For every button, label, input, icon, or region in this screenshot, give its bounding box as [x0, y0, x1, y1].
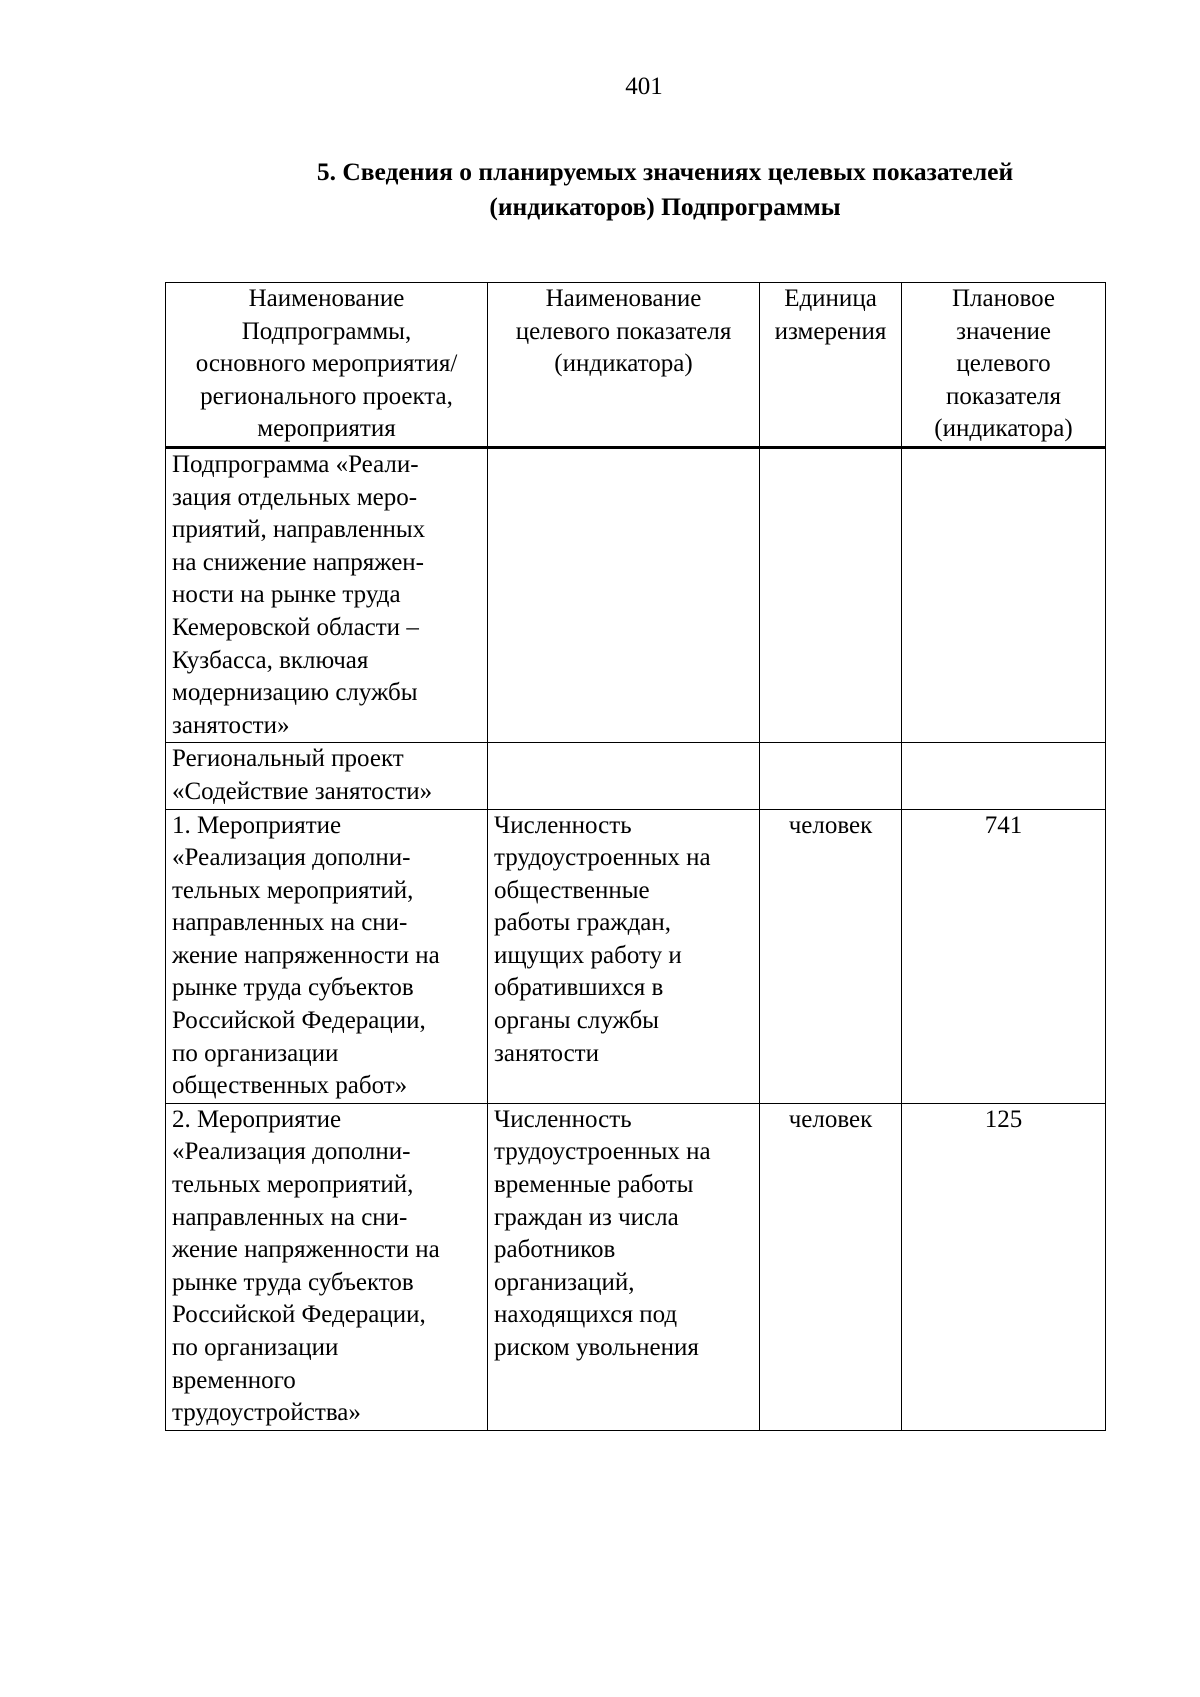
cell-program-name: Подпрограмма «Реали- зация отдельных меро- приятий, направленных на снижение напряжен- ности на рынке труда Кемеровской области – Кузбасса, включая модернизацию службы занятости» — [166, 447, 488, 742]
cell-unit — [760, 743, 902, 809]
cell-program-name: 2. Мероприятие «Реализация дополни- тельных мероприятий, направленных на сни- жение напряженности на рынке труда субъектов Российской Федерации, по организации временного трудоустройства» — [166, 1103, 488, 1430]
cell-program-name: Региональный проект «Содействие занятости» — [166, 743, 488, 809]
header-indicator-name: Наименование целевого показателя (индикатора) — [488, 283, 760, 448]
table-row — [166, 809, 1106, 1103]
page-number: 401 — [625, 73, 663, 100]
cell-unit: человек — [760, 1103, 902, 1430]
cell-planned-value — [902, 743, 1106, 809]
table-row — [166, 743, 1106, 809]
cell-indicator-name — [488, 743, 760, 809]
cell-indicator-name: Численность трудоустроенных на общественные работы граждан, ищущих работу и обратившихся в органы службы занятости — [488, 809, 760, 1103]
table-row — [166, 447, 1106, 742]
table-header-row — [166, 283, 1106, 448]
document-title-line-1: 5. Сведения о планируемых значениях целевых показателей — [316, 157, 1014, 186]
indicators-table — [165, 282, 1106, 1431]
cell-unit: человек — [760, 809, 902, 1103]
cell-indicator-name — [488, 447, 760, 742]
document-title — [165, 154, 1165, 224]
cell-indicator-name: Численность трудоустроенных на временные работы граждан из числа работников организаций, находящихся под риском увольнения — [488, 1103, 760, 1430]
table-row — [166, 1103, 1106, 1430]
document-title-line-2: (индикаторов) Подпрограммы — [489, 192, 841, 221]
header-unit: Единица измерения — [760, 283, 902, 448]
cell-planned-value: 741 — [902, 809, 1106, 1103]
header-planned-value: Плановое значение целевого показателя (индикатора) — [902, 283, 1106, 448]
cell-planned-value: 125 — [902, 1103, 1106, 1430]
header-program-name: Наименование Подпрограммы, основного мероприятия/ регионального проекта, мероприятия — [166, 283, 488, 448]
cell-unit — [760, 447, 902, 742]
cell-planned-value — [902, 447, 1106, 742]
cell-program-name: 1. Мероприятие «Реализация дополни- тельных мероприятий, направленных на сни- жение напряженности на рынке труда субъектов Российской Федерации, по организации общественных работ» — [166, 809, 488, 1103]
